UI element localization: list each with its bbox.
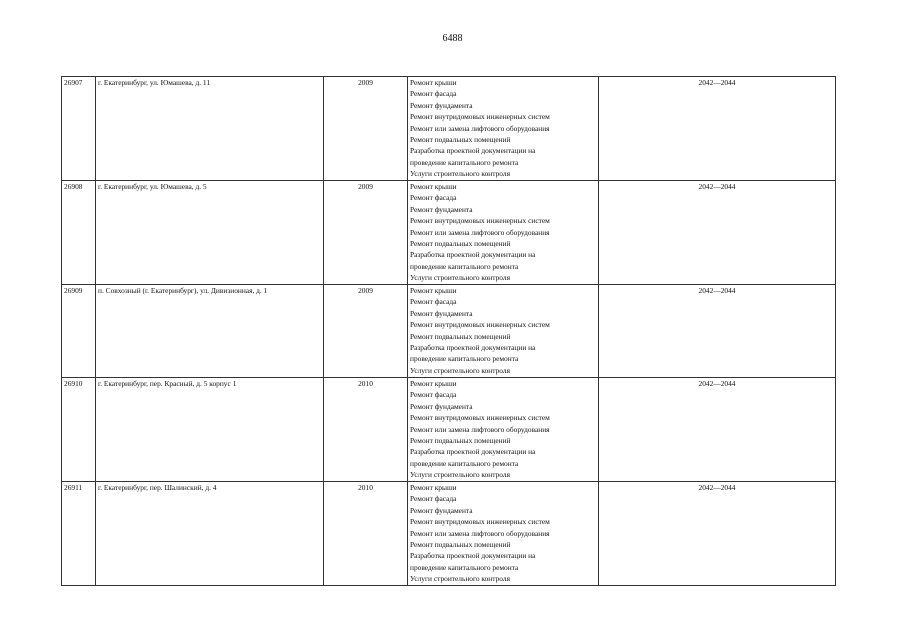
work-item: Ремонт крыши (410, 379, 457, 388)
work-item: Ремонт подвальных помещений (410, 239, 511, 249)
work-item: проведение капитального ремонта (410, 354, 519, 364)
work-item: Разработка проектной документации на (410, 447, 536, 457)
works-cell (408, 378, 599, 482)
work-item: Услуги строительного контроля (410, 169, 510, 179)
work-item: Ремонт подвальных помещений (410, 135, 511, 145)
works-list (410, 378, 596, 481)
work-item: Ремонт фасада (410, 297, 457, 307)
table-row (62, 378, 836, 482)
work-item: проведение капитального ремонта (410, 157, 519, 167)
work-item: Ремонт или замена лифтового оборудования (410, 424, 550, 434)
works-cell (408, 181, 599, 285)
work-item: Ремонт крыши (410, 483, 457, 492)
works-cell (408, 77, 599, 181)
work-item: проведение капитального ремонта (410, 458, 519, 468)
planned-period: 2042—2044 (599, 378, 836, 482)
work-item: Ремонт внутридомовых инженерных систем (410, 320, 550, 330)
commission-year: 2009 (324, 77, 408, 181)
work-item: Ремонт подвальных помещений (410, 331, 511, 341)
row-number: 26908 (62, 181, 96, 285)
planned-period: 2042—2044 (599, 482, 836, 586)
work-item: Ремонт внутридомовых инженерных систем (410, 112, 550, 122)
work-item: Ремонт фасада (410, 494, 457, 504)
table-body (62, 77, 836, 586)
work-item: Ремонт фасада (410, 89, 457, 99)
work-item: Разработка проектной документации на (410, 343, 536, 353)
work-item: Ремонт или замена лифтового оборудования (410, 528, 550, 538)
building-address: п. Совхозный (г. Екатеринбург), ул. Дивизионная, д. 1 (96, 285, 324, 378)
building-address: г. Екатеринбург, пер. Шалинский, д. 4 (96, 482, 324, 586)
work-item: Услуги строительного контроля (410, 574, 510, 584)
work-item: Ремонт внутридомовых инженерных систем (410, 216, 550, 226)
work-item: Ремонт внутридомовых инженерных систем (410, 413, 550, 423)
work-item: Разработка проектной документации на (410, 250, 536, 260)
planned-period: 2042—2044 (599, 285, 836, 378)
work-item: Ремонт подвальных помещений (410, 540, 511, 550)
row-number: 26907 (62, 77, 96, 181)
work-item: Разработка проектной документации на (410, 146, 536, 156)
work-item: Ремонт подвальных помещений (410, 436, 511, 446)
works-list (410, 181, 596, 284)
table-row (62, 285, 836, 378)
commission-year: 2010 (324, 378, 408, 482)
table-row (62, 181, 836, 285)
work-item: Ремонт фундамента (410, 308, 473, 318)
planned-period: 2042—2044 (599, 77, 836, 181)
work-item: проведение капитального ремонта (410, 261, 519, 271)
repair-program-table (61, 76, 836, 586)
work-item: Ремонт фундамента (410, 401, 473, 411)
row-number: 26910 (62, 378, 96, 482)
work-item: Ремонт внутридомовых инженерных систем (410, 517, 550, 527)
building-address: г. Екатеринбург, ул. Юмашева, д. 5 (96, 181, 324, 285)
work-item: Разработка проектной документации на (410, 551, 536, 561)
work-item: Ремонт фундамента (410, 100, 473, 110)
works-cell (408, 285, 599, 378)
work-item: Ремонт фасада (410, 390, 457, 400)
work-item: Ремонт фундамента (410, 505, 473, 515)
commission-year: 2010 (324, 482, 408, 586)
building-address: г. Екатеринбург, ул. Юмашева, д. 11 (96, 77, 324, 181)
works-list (410, 285, 596, 376)
work-item: Ремонт фундамента (410, 204, 473, 214)
row-number: 26911 (62, 482, 96, 586)
work-item: Ремонт или замена лифтового оборудования (410, 227, 550, 237)
planned-period: 2042—2044 (599, 181, 836, 285)
building-address: г. Екатеринбург, пер. Красный, д. 5 корпус 1 (96, 378, 324, 482)
work-item: Ремонт крыши (410, 78, 457, 87)
work-item: Услуги строительного контроля (410, 273, 510, 283)
work-item: Ремонт фасада (410, 193, 457, 203)
works-list (410, 482, 596, 585)
row-number: 26909 (62, 285, 96, 378)
work-item: Ремонт или замена лифтового оборудования (410, 123, 550, 133)
table-row (62, 77, 836, 181)
work-item: Услуги строительного контроля (410, 470, 510, 480)
works-cell (408, 482, 599, 586)
commission-year: 2009 (324, 181, 408, 285)
work-item: проведение капитального ремонта (410, 562, 519, 572)
commission-year: 2009 (324, 285, 408, 378)
table-row (62, 482, 836, 586)
work-item: Ремонт крыши (410, 286, 457, 295)
works-list (410, 77, 596, 180)
work-item: Услуги строительного контроля (410, 365, 510, 375)
page-number: 6488 (442, 33, 463, 44)
work-item: Ремонт крыши (410, 182, 457, 191)
